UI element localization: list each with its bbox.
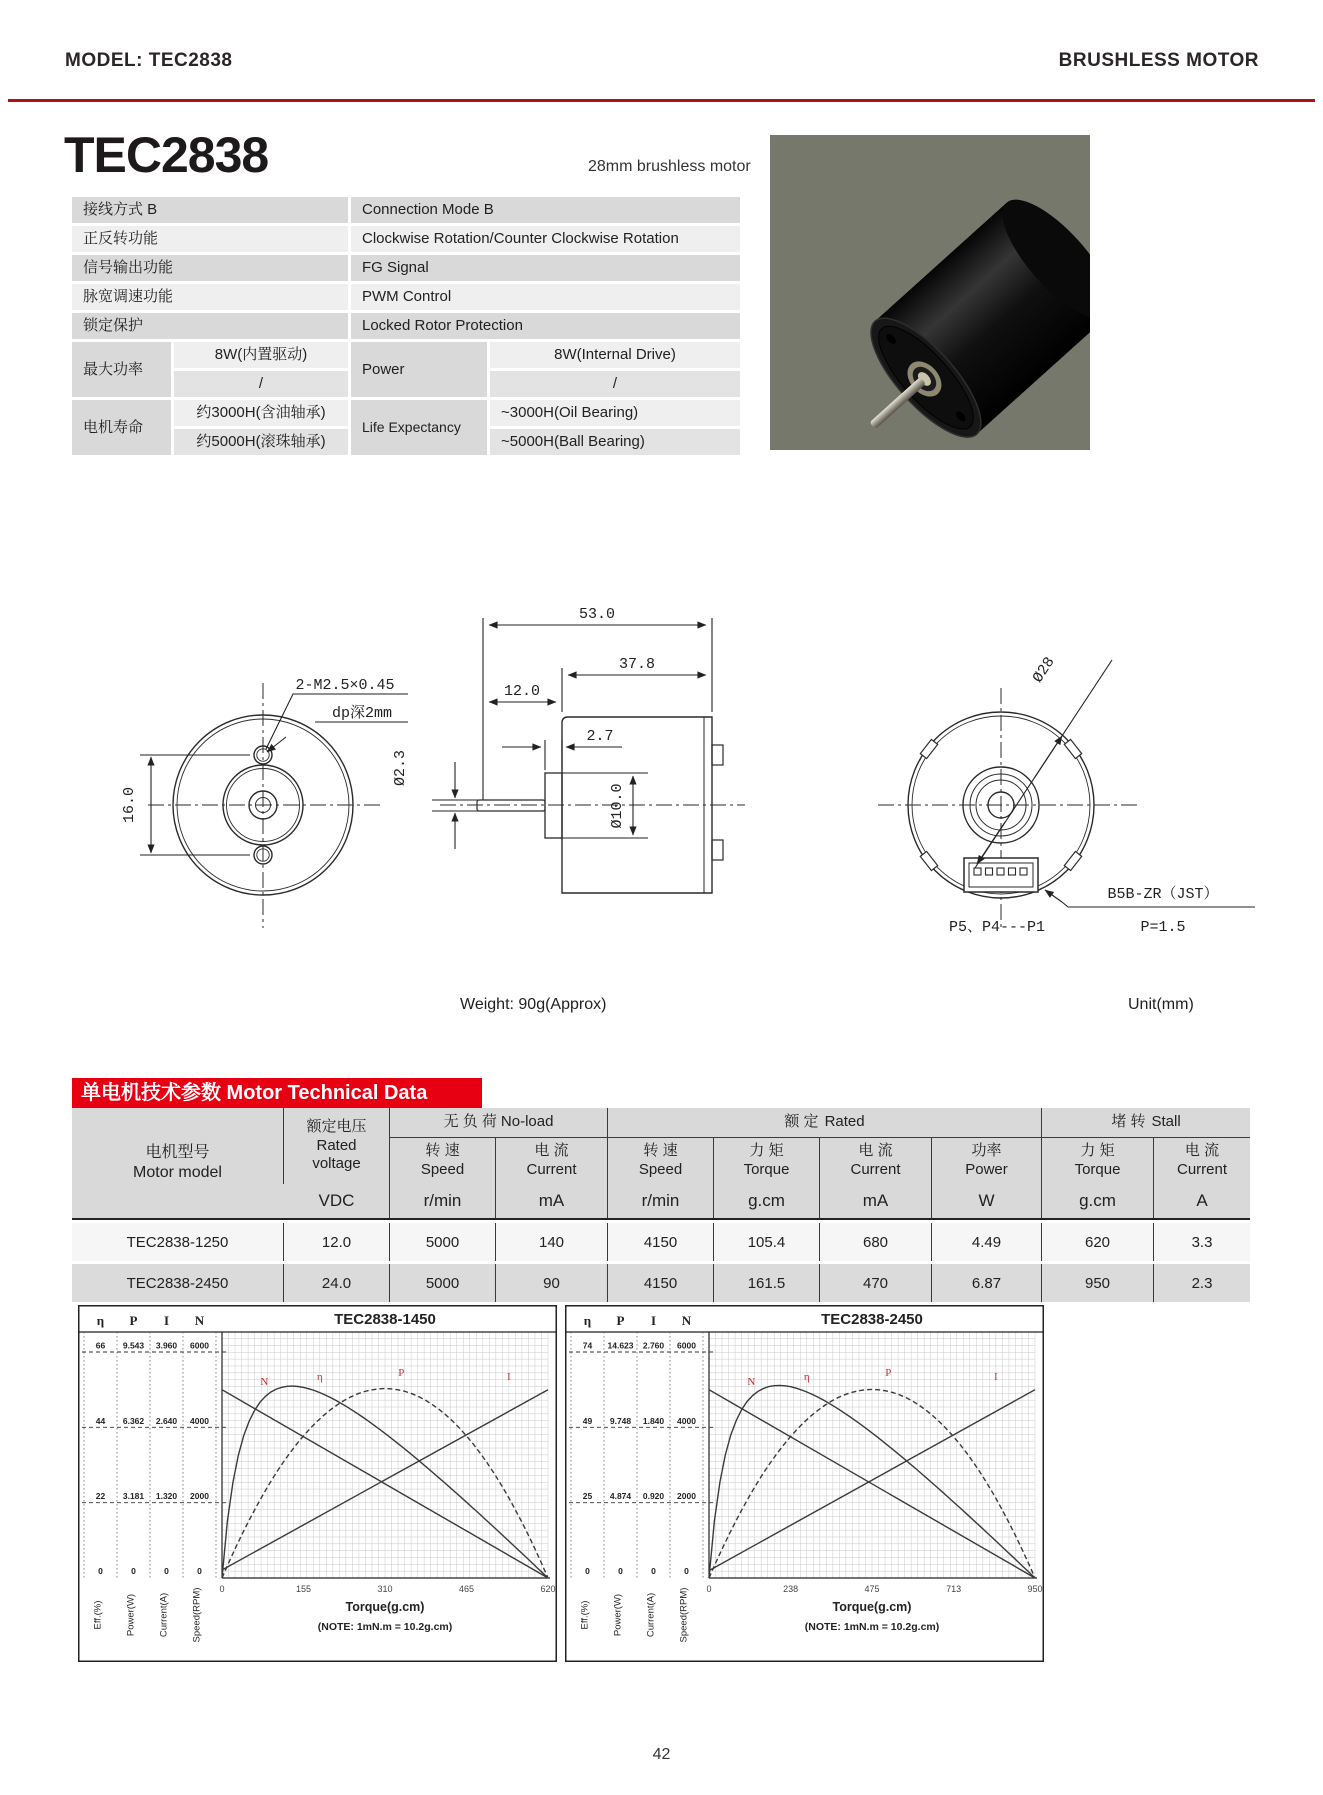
dim-screw-spec: 2-M2.5×0.45 (295, 677, 395, 694)
group-rated-cn: 额 定 (784, 1113, 819, 1131)
subcol-s-current: 电 流 Current (1154, 1138, 1250, 1184)
subcol-s-torque: 力 矩 Torque (1042, 1138, 1154, 1184)
dim-front-length: 12.0 (503, 683, 541, 700)
svg-text:2000: 2000 (677, 1491, 696, 1502)
svg-text:Speed(RPM): Speed(RPM) (191, 1587, 203, 1643)
svg-text:950: 950 (1027, 1584, 1043, 1594)
svg-text:N: N (747, 1376, 756, 1388)
spec-row (72, 255, 740, 281)
svg-text:η: η (96, 1313, 105, 1328)
svg-text:I: I (163, 1313, 170, 1328)
cell-value: 6.87 (932, 1264, 1042, 1302)
spec-life-block (72, 400, 740, 455)
spec-life-label-cn: 电机寿命 (72, 400, 171, 455)
subcol-nl-speed: 转 速 Speed (390, 1138, 496, 1184)
col-voltage-en: Rated voltage (312, 1136, 361, 1173)
spec-power-label-en: Power (351, 342, 487, 397)
page-title: TEC2838 (64, 127, 269, 183)
pin-pitch-label: P=1.5 (1140, 919, 1186, 936)
svg-text:(NOTE: 1mN.m = 10.2g.cm): (NOTE: 1mN.m = 10.2g.cm) (317, 1621, 453, 1633)
cell-value: 4.49 (932, 1223, 1042, 1261)
dimension-lines (140, 618, 1255, 907)
svg-text:9.748: 9.748 (609, 1415, 632, 1426)
svg-text:Current(A): Current(A) (158, 1592, 170, 1638)
cell-value: 24.0 (284, 1264, 390, 1302)
group-no-load (390, 1108, 608, 1138)
spec-en: PWM Control (351, 284, 740, 310)
spec-en: FG Signal (351, 255, 740, 281)
svg-text:N: N (681, 1313, 692, 1328)
svg-text:6000: 6000 (677, 1340, 696, 1351)
col-model-en: Motor model (133, 1164, 222, 1181)
spec-power-v2-en: / (490, 371, 740, 397)
spec-life-v1-en: ~3000H(Oil Bearing) (490, 400, 740, 426)
svg-text:2.760: 2.760 (642, 1340, 665, 1351)
spec-table (72, 197, 740, 458)
weight-note: Weight: 90g(Approx) (460, 996, 607, 1013)
svg-text:TEC2838-2450: TEC2838-2450 (821, 1311, 923, 1328)
svg-text:0: 0 (651, 1566, 656, 1576)
group-no-load-cn: 无 负 荷 (443, 1113, 497, 1131)
svg-text:66: 66 (95, 1340, 106, 1351)
subcol-r-speed: 转 速 Speed (608, 1138, 714, 1184)
svg-text:Power(W): Power(W) (612, 1593, 624, 1637)
dim-screw-depth: dp深2mm (331, 705, 393, 722)
technical-drawing (0, 520, 1323, 950)
cell-value: 4150 (608, 1264, 714, 1302)
svg-text:4.874: 4.874 (609, 1491, 632, 1502)
spec-cn: 正反转功能 (72, 226, 348, 252)
svg-text:P: P (129, 1313, 138, 1328)
group-rated-en: Rated (824, 1113, 865, 1131)
svg-text:Speed(RPM): Speed(RPM) (678, 1587, 690, 1643)
svg-text:P: P (398, 1367, 405, 1379)
spec-power-label-cn: 最大功率 (72, 342, 171, 397)
svg-text:74: 74 (582, 1340, 593, 1351)
svg-text:6000: 6000 (190, 1340, 209, 1351)
svg-text:155: 155 (295, 1584, 312, 1594)
spec-cn: 信号输出功能 (72, 255, 348, 281)
svg-text:1.840: 1.840 (642, 1415, 665, 1426)
tech-data-banner: 单电机技术参数 Motor Technical Data (72, 1078, 482, 1108)
spec-row (72, 226, 740, 252)
spec-en: Clockwise Rotation/Counter Clockwise Rotation (351, 226, 740, 252)
svg-text:P: P (616, 1313, 625, 1328)
svg-text:Eff.(%): Eff.(%) (92, 1600, 104, 1630)
page-subtitle: 28mm brushless motor (588, 158, 751, 175)
svg-text:0: 0 (684, 1566, 689, 1576)
performance-chart-2450 (565, 1305, 1044, 1662)
svg-text:4000: 4000 (190, 1415, 209, 1426)
spec-life-v1-cn: 约3000H(含油轴承) (174, 400, 348, 426)
svg-text:22: 22 (95, 1491, 106, 1502)
svg-text:2.640: 2.640 (155, 1415, 178, 1426)
spec-cn: 锁定保护 (72, 313, 348, 339)
svg-text:0: 0 (164, 1566, 169, 1576)
spec-power-v1-cn: 8W(内置驱动) (174, 342, 348, 368)
svg-text:Torque(g.cm): Torque(g.cm) (832, 1600, 912, 1614)
svg-text:25: 25 (582, 1491, 593, 1502)
cell-value: 5000 (390, 1223, 496, 1261)
spec-row (72, 284, 740, 310)
tech-table-header (72, 1108, 1250, 1220)
group-stall-cn: 堵 转 (1111, 1113, 1146, 1131)
dim-boss-length: 2.7 (586, 728, 614, 745)
svg-text:η: η (583, 1313, 592, 1328)
cell-value: 140 (496, 1223, 608, 1261)
performance-chart-1450 (78, 1305, 557, 1662)
svg-text:I: I (507, 1371, 511, 1383)
cell-value: 4150 (608, 1223, 714, 1261)
svg-text:3.181: 3.181 (122, 1491, 145, 1502)
col-voltage-cn: 额定电压 (306, 1117, 367, 1135)
spec-power-block (72, 342, 740, 397)
svg-text:0: 0 (585, 1566, 590, 1576)
spec-life-v2-cn: 约5000H(滚珠轴承) (174, 429, 348, 455)
spec-en: Connection Mode B (351, 197, 740, 223)
spec-row (72, 197, 740, 223)
header-category: BRUSHLESS MOTOR (1058, 50, 1259, 71)
unit-nl-current: mA (496, 1184, 608, 1218)
cell-value: 5000 (390, 1264, 496, 1302)
svg-text:0: 0 (131, 1566, 136, 1576)
connector-label: B5B-ZR（JST） (1107, 886, 1219, 903)
svg-text:44: 44 (95, 1415, 106, 1426)
svg-text:6.362: 6.362 (122, 1415, 145, 1426)
svg-text:0: 0 (197, 1566, 202, 1576)
svg-text:620: 620 (540, 1584, 556, 1594)
spec-row (72, 313, 740, 339)
group-rated (608, 1108, 1042, 1138)
group-stall (1042, 1108, 1250, 1138)
unit-nl-speed: r/min (390, 1184, 496, 1218)
svg-text:1.320: 1.320 (155, 1491, 178, 1502)
unit-r-power: W (932, 1184, 1042, 1218)
dim-outer-dia: Ø28 (1029, 654, 1059, 687)
subcol-r-power: 功率 Power (932, 1138, 1042, 1184)
group-stall-en: Stall (1151, 1113, 1181, 1131)
spec-power-v1-en: 8W(Internal Drive) (490, 342, 740, 368)
svg-text:2000: 2000 (190, 1491, 209, 1502)
svg-text:(NOTE: 1mN.m = 10.2g.cm): (NOTE: 1mN.m = 10.2g.cm) (804, 1621, 940, 1633)
svg-text:3.960: 3.960 (155, 1340, 178, 1351)
svg-text:P: P (885, 1367, 892, 1379)
spec-life-label-en: Life Expectancy (351, 400, 487, 455)
cell-value: 950 (1042, 1264, 1154, 1302)
cell-value: 90 (496, 1264, 608, 1302)
col-voltage (284, 1108, 390, 1184)
svg-text:Current(A): Current(A) (645, 1592, 657, 1638)
svg-text:I: I (994, 1371, 998, 1383)
svg-text:465: 465 (458, 1584, 475, 1594)
tech-data-table (72, 1108, 1250, 1302)
spec-cn: 接线方式 B (72, 197, 348, 223)
svg-text:η: η (803, 1371, 810, 1383)
svg-text:0.920: 0.920 (642, 1491, 665, 1502)
table-row (72, 1264, 1250, 1302)
unit-note: Unit(mm) (1128, 996, 1194, 1013)
cell-value: 620 (1042, 1223, 1154, 1261)
connector-outline (964, 858, 1038, 892)
svg-text:Eff.(%): Eff.(%) (579, 1600, 591, 1630)
table-row (72, 1223, 1250, 1261)
subcol-r-torque: 力 矩 Torque (714, 1138, 820, 1184)
unit-r-speed: r/min (608, 1184, 714, 1218)
motor-photo (770, 135, 1090, 455)
cell-value: 161.5 (714, 1264, 820, 1302)
svg-text:Torque(g.cm): Torque(g.cm) (345, 1600, 425, 1614)
svg-text:0: 0 (219, 1584, 225, 1594)
col-model-cn: 电机型号 (145, 1144, 210, 1161)
svg-text:0: 0 (706, 1584, 712, 1594)
svg-text:TEC2838-1450: TEC2838-1450 (334, 1311, 436, 1328)
cell-model: TEC2838-2450 (72, 1264, 284, 1302)
cell-value: 105.4 (714, 1223, 820, 1261)
dim-pitch: 16.0 (121, 786, 138, 824)
dim-body-length: 37.8 (618, 656, 656, 673)
svg-text:I: I (650, 1313, 657, 1328)
svg-text:9.543: 9.543 (122, 1340, 145, 1351)
header-divider (8, 99, 1315, 102)
svg-text:Power(W): Power(W) (125, 1593, 137, 1637)
dim-overall-length: 53.0 (578, 606, 616, 623)
cell-value: 680 (820, 1223, 932, 1261)
svg-text:η: η (316, 1371, 323, 1383)
unit-r-torque: g.cm (714, 1184, 820, 1218)
svg-text:14.623: 14.623 (607, 1340, 634, 1351)
unit-r-current: mA (820, 1184, 932, 1218)
svg-text:238: 238 (783, 1584, 799, 1594)
cell-value: 2.3 (1154, 1264, 1250, 1302)
spec-power-v2-cn: / (174, 371, 348, 397)
unit-vdc: VDC (284, 1184, 390, 1218)
pin-label: P5、P4---P1 (948, 919, 1046, 936)
svg-text:713: 713 (946, 1584, 962, 1594)
group-no-load-en: No-load (500, 1113, 554, 1131)
svg-text:49: 49 (582, 1415, 593, 1426)
cell-model: TEC2838-1250 (72, 1223, 284, 1261)
dim-shaft-dia: Ø2.3 (392, 749, 409, 787)
svg-text:N: N (260, 1376, 269, 1388)
subcol-r-current: 电 流 Current (820, 1138, 932, 1184)
svg-text:0: 0 (98, 1566, 103, 1576)
unit-s-torque: g.cm (1042, 1184, 1154, 1218)
spec-cn: 脉宽调速功能 (72, 284, 348, 310)
unit-s-current: A (1154, 1184, 1250, 1218)
spec-life-v2-en: ~5000H(Ball Bearing) (490, 429, 740, 455)
header-model: MODEL: TEC2838 (65, 50, 233, 71)
page-number: 42 (652, 1746, 671, 1763)
subcol-nl-current: 电 流 Current (496, 1138, 608, 1184)
svg-text:4000: 4000 (677, 1415, 696, 1426)
cell-value: 12.0 (284, 1223, 390, 1261)
svg-text:N: N (194, 1313, 205, 1328)
svg-text:475: 475 (864, 1584, 880, 1594)
cell-value: 470 (820, 1264, 932, 1302)
svg-text:310: 310 (377, 1584, 393, 1594)
dim-boss-dia: Ø10.0 (609, 783, 626, 829)
svg-text:0: 0 (618, 1566, 623, 1576)
spec-en: Locked Rotor Protection (351, 313, 740, 339)
cell-value: 3.3 (1154, 1223, 1250, 1261)
